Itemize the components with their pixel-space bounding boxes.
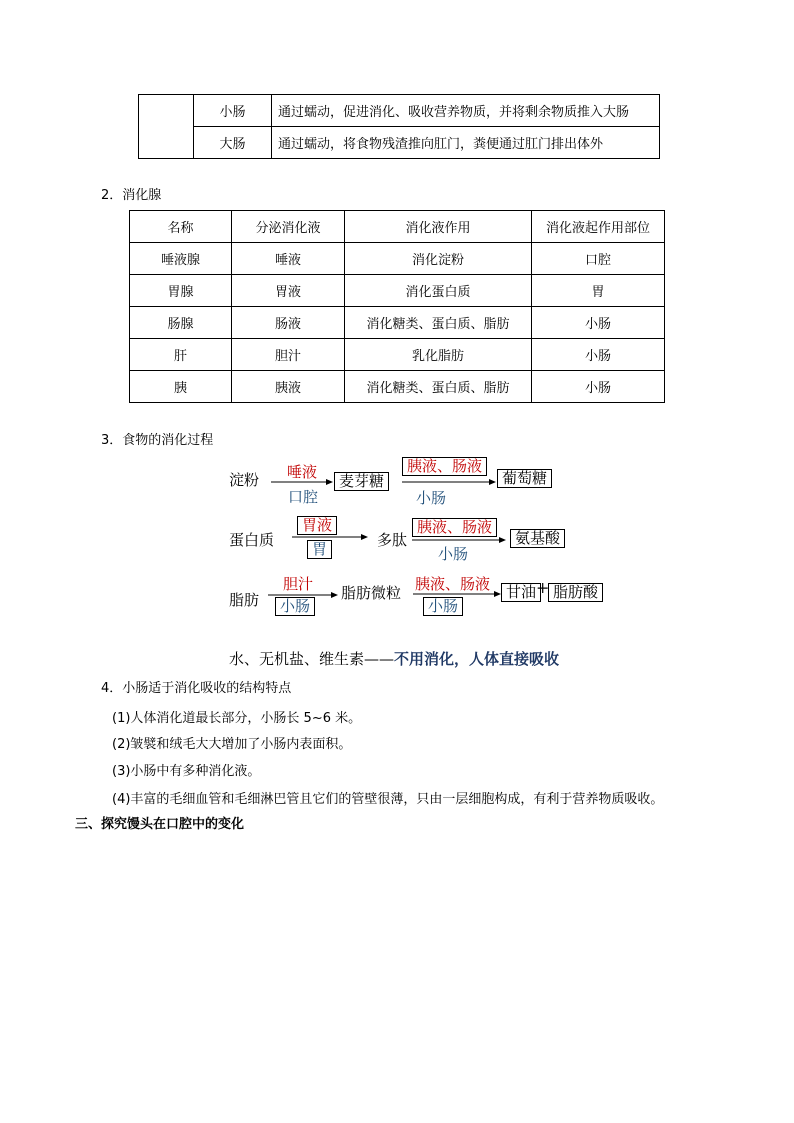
table-cell: 肠腺 — [130, 307, 232, 339]
organ-cell: 小肠 — [194, 95, 272, 127]
table-row — [130, 275, 665, 307]
protein-enzyme-2: 胰液、肠液 — [412, 518, 497, 537]
table-cell: 胃腺 — [130, 275, 232, 307]
starch-site-1: 口腔 — [288, 488, 319, 506]
protein-product-2: 氨基酸 — [510, 529, 565, 548]
point-4: (4)丰富的毛细血管和毛细淋巴管且它们的管壁很薄，只由一层细胞构成，有利于营养物质吸收。 — [112, 792, 664, 807]
point-1: (1)人体消化道最长部分，小肠长 5~6 米。 — [112, 711, 362, 726]
fat-label: 脂肪 — [229, 591, 260, 609]
table-cell: 肠液 — [232, 307, 345, 339]
protein-site-2: 小肠 — [438, 545, 469, 563]
protein-product-1: 多肽 — [377, 531, 408, 549]
point-2: (2)皱襞和绒毛大大增加了小肠内表面积。 — [112, 737, 352, 752]
table-cell: 唾液腺 — [130, 243, 232, 275]
starch-site-2: 小肠 — [416, 489, 447, 507]
section-4-title: 4．小肠适于消化吸收的结构特点 — [101, 681, 292, 696]
starch-enzyme-1: 唾液 — [287, 463, 318, 481]
arrow-icon — [271, 478, 333, 486]
table-cell: 胆汁 — [232, 339, 345, 371]
table-cell: 消化糖类、蛋白质、脂肪 — [345, 307, 532, 339]
section-2-title: 2．消化腺 — [101, 188, 162, 203]
header-cell: 消化液起作用部位 — [532, 211, 665, 243]
fat-product-1: 脂肪微粒 — [341, 584, 402, 602]
point-3: (3)小肠中有多种消化液。 — [112, 764, 261, 779]
protein-site-1: 胃 — [307, 540, 332, 559]
plus-sign: + — [536, 578, 550, 597]
table-cell: 小肠 — [532, 307, 665, 339]
digestive-glands-table — [129, 210, 665, 403]
protein-label: 蛋白质 — [229, 531, 275, 549]
fat-enzyme-1: 胆汁 — [283, 575, 314, 593]
no-digestion-note — [229, 648, 559, 669]
header-cell: 名称 — [130, 211, 232, 243]
table-cell: 小肠 — [532, 339, 665, 371]
table-header-row — [130, 211, 665, 243]
table-cell: 胰液 — [232, 371, 345, 403]
fat-site-2: 小肠 — [423, 597, 463, 616]
header-cell: 消化液作用 — [345, 211, 532, 243]
table-row — [130, 243, 665, 275]
organ-desc-cell: 通过蠕动，将食物残渣推向肛门，粪便通过肛门排出体外 — [272, 127, 660, 159]
section-3-title: 3．食物的消化过程 — [101, 433, 214, 448]
organ-desc-cell: 通过蠕动，促进消化、吸收营养物质，并将剩余物质推入大肠 — [272, 95, 660, 127]
fat-enzyme-2: 胰液、肠液 — [415, 575, 491, 593]
fat-site-1: 小肠 — [275, 597, 315, 616]
starch-product-2: 葡萄糖 — [497, 469, 552, 488]
table-row — [130, 371, 665, 403]
table-cell: 小肠 — [532, 371, 665, 403]
header-cell: 分泌消化液 — [232, 211, 345, 243]
table-cell: 胃液 — [232, 275, 345, 307]
starch-enzyme-2: 胰液、肠液 — [402, 457, 487, 476]
table-cell: 消化淀粉 — [345, 243, 532, 275]
table-row — [130, 339, 665, 371]
note-conclusion: 不用消化，人体直接吸收 — [394, 650, 560, 668]
table-cell: 胰 — [130, 371, 232, 403]
section-three-title: 三、探究馒头在口腔中的变化 — [75, 817, 245, 832]
note-substances: 水、无机盐、维生素—— — [229, 650, 395, 668]
organ-cell: 大肠 — [194, 127, 272, 159]
table-cell: 肝 — [130, 339, 232, 371]
starch-label: 淀粉 — [229, 471, 260, 489]
table-row — [139, 127, 660, 159]
table-row — [130, 307, 665, 339]
arrow-icon — [402, 478, 496, 486]
table-row — [139, 95, 660, 127]
table-cell: 唾液 — [232, 243, 345, 275]
digestive-organs-table — [138, 94, 660, 159]
table-cell: 乳化脂肪 — [345, 339, 532, 371]
table-cell: 口腔 — [532, 243, 665, 275]
fat-product-2a: 甘油 — [501, 583, 541, 602]
table-cell: 胃 — [532, 275, 665, 307]
protein-enzyme-1: 胃液 — [297, 516, 337, 535]
merged-category-cell — [139, 95, 194, 159]
fat-product-2b: 脂肪酸 — [548, 583, 603, 602]
starch-product-1: 麦芽糖 — [334, 472, 389, 491]
table-cell: 消化蛋白质 — [345, 275, 532, 307]
table-cell: 消化糖类、蛋白质、脂肪 — [345, 371, 532, 403]
